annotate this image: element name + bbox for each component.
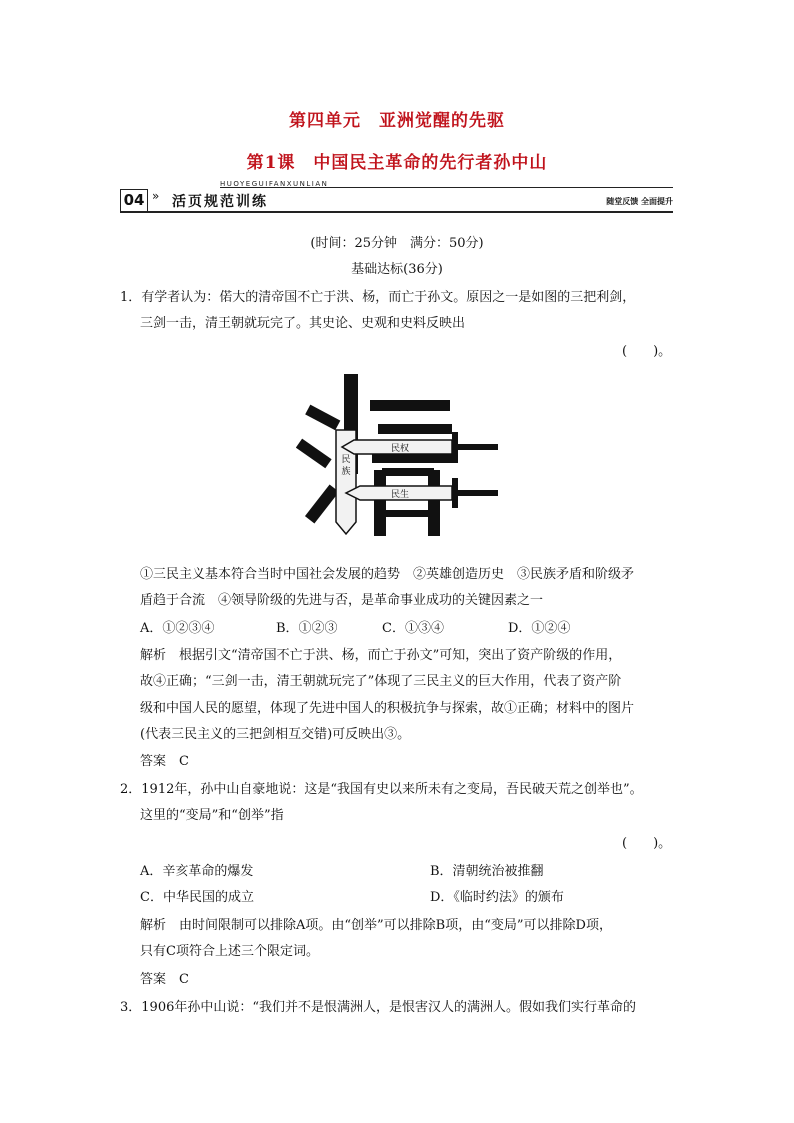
q2-option-b: B．清朝统治被推翻	[430, 864, 544, 879]
q1-analysis-line1: 解析 根据引文“清帝国不亡于洪、杨，而亡于孙文”可知，突出了资产阶级的作用，	[140, 648, 622, 663]
sword-label-minzu-1: 民	[341, 455, 351, 465]
char-stroke	[382, 468, 434, 476]
double-chevron-icon: »	[152, 189, 160, 203]
char-stroke	[305, 485, 339, 524]
q3-stem-line1: 3．1906年孙中山说：“我们并不是恨满洲人，是恨害汉人的满洲人。假如我们实行革命的	[120, 1000, 637, 1015]
q1-option-c: C．①③④	[382, 621, 444, 636]
banner-bottom-rule	[120, 211, 673, 213]
sword-label-minsheng: 民生	[390, 490, 410, 500]
q2-answer-blank: ( )。	[622, 836, 672, 851]
sword-label-minquan: 民权	[390, 444, 410, 454]
banner-title: 活页规范训练	[172, 194, 268, 210]
sword-guard	[452, 478, 458, 508]
sword-label-minzu-2: 族	[341, 467, 351, 477]
sword-hilt	[458, 444, 498, 450]
q2-option-d: D．《临时约法》的颁布	[430, 890, 564, 905]
char-stroke	[428, 470, 440, 536]
q2-analysis-line1: 解析 由时间限制可以排除A项。由“创举”可以排除B项，由“变局”可以排除D项，	[140, 918, 612, 933]
char-stroke	[372, 454, 458, 463]
char-stroke	[305, 405, 340, 431]
q1-analysis-line4: (代表三民主义的三把剑相互交错)可反映出③。	[140, 727, 411, 742]
sword-hilt	[458, 490, 498, 496]
sword-guard	[452, 432, 458, 462]
time-score: (时间：25分钟 满分：50分)	[310, 236, 484, 251]
section-heading: 基础达标(36分)	[351, 262, 443, 277]
q1-statement-line1: ①三民主义基本符合当时中国社会发展的趋势 ②英雄创造历史 ③民族矛盾和阶级矛	[140, 567, 635, 582]
char-stroke	[382, 510, 434, 517]
q2-option-c: C．中华民国的成立	[140, 890, 254, 905]
q1-option-b: B．①②③	[276, 621, 338, 636]
banner-number: 04	[120, 189, 148, 212]
q1-statement-line2: 盾趋于合流 ④领导阶级的先进与否，是革命事业成功的关键因素之一	[140, 593, 544, 608]
q1-analysis-line3: 级和中国人民的愿望，体现了先进中国人的积极抗争与探索，故①正确；材料中的图片	[140, 701, 635, 716]
q2-stem-line2: 这里的“变局”和“创举”指	[140, 808, 284, 823]
banner-slogan: 随堂反馈 全面提升	[606, 197, 673, 206]
char-stroke	[370, 400, 450, 411]
q1-option-a: A．①②③④	[140, 621, 215, 636]
three-swords-figure	[296, 370, 502, 538]
unit-title: 第四单元 亚洲觉醒的先驱	[289, 111, 505, 131]
q1-answer-blank: ( )。	[622, 344, 672, 359]
q1-answer: 答案 C	[140, 754, 189, 769]
char-stroke	[374, 470, 386, 536]
char-stroke	[296, 439, 332, 469]
banner-top-rule	[220, 187, 673, 188]
banner-pinyin: HUOYEGUIFANXUNLIAN	[220, 180, 329, 188]
q2-stem-line1: 2．1912年，孙中山自豪地说：这是“我国有史以来所未有之变局，吾民破天荒之创举也”。	[120, 782, 643, 797]
three-swords-image	[296, 370, 502, 538]
lesson-title: 第1课 中国民主革命的先行者孙中山	[246, 153, 548, 173]
q1-stem-line1: 1．有学者认为：偌大的清帝国不亡于洪、杨，而亡于孙文。原因之一是如图的三把利剑，	[120, 290, 636, 305]
section-banner	[120, 180, 673, 212]
q1-analysis-line2: 故④正确；“三剑一击，清王朝就玩完了”体现了三民主义的巨大作用，代表了资产阶	[140, 674, 622, 689]
q2-analysis-line2: 只有C项符合上述三个限定词。	[140, 944, 319, 959]
q1-option-d: D．①②④	[508, 621, 571, 636]
char-stroke	[378, 424, 452, 434]
q2-option-a: A．辛亥革命的爆发	[140, 864, 254, 879]
q2-answer: 答案 C	[140, 972, 189, 987]
q1-stem-line2: 三剑一击，清王朝就玩完了。其史论、史观和史料反映出	[140, 316, 466, 331]
